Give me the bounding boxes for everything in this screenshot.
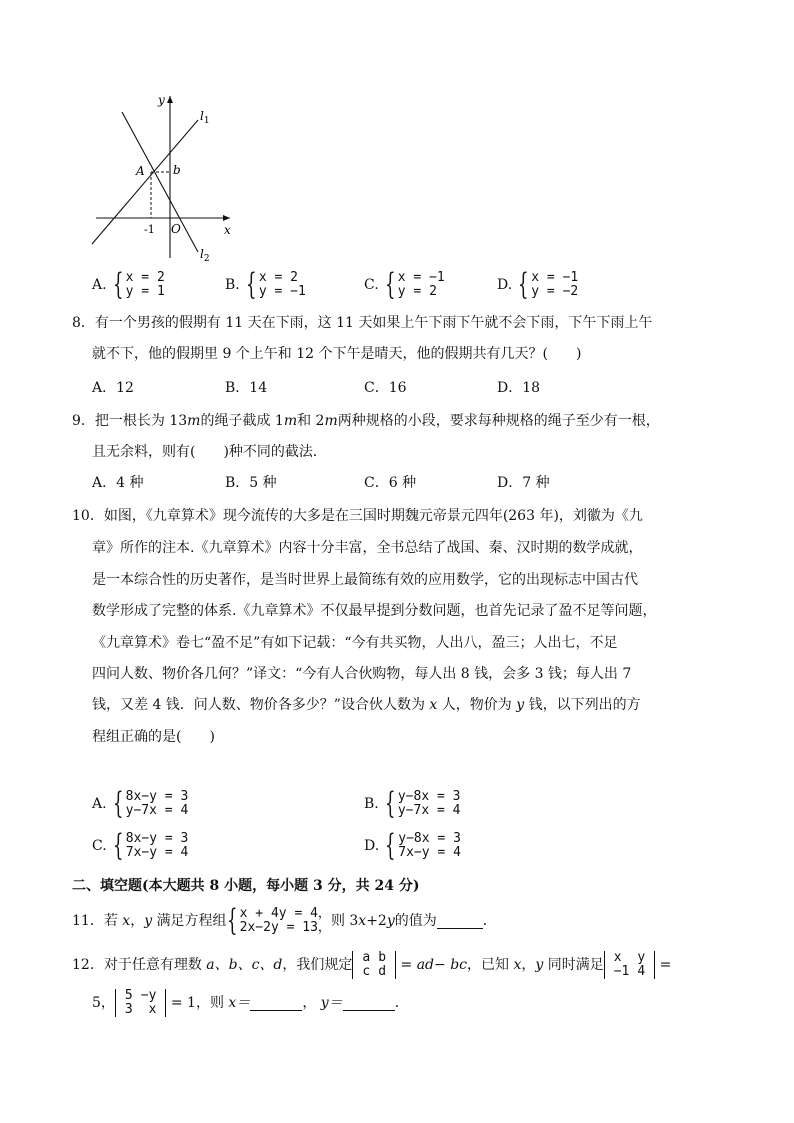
section-2-title: 二、填空题(本大题共 8 小题，每小题 3 分，共 24 分): [72, 878, 420, 894]
q12-prefix: 12．对于任意有理数: [72, 957, 202, 973]
brace-icon: {: [112, 786, 124, 821]
eq-row-1: x = −1: [531, 270, 579, 285]
q10-line-6: 四问人数、物价各几何？”译文：“今有人合伙购物，每人出 8 钱，会多 3 钱；每人出 7: [92, 666, 632, 682]
q12-line-2: [92, 989, 409, 1017]
brace-icon: {: [384, 786, 396, 821]
q9-line-2: 且无余料，则有( )种不同的截法．: [92, 444, 327, 460]
q11-then: 则 3: [330, 913, 359, 929]
q8-option-b: B．14: [225, 380, 268, 396]
l1-subscript: 1: [203, 116, 210, 126]
q11-prefix: 11．若: [72, 913, 118, 929]
equation-rows: [126, 271, 165, 299]
eq-row-1: x = 2: [125, 270, 165, 285]
eq-row-2: y−7x = 4: [125, 803, 189, 818]
equation-rows: [398, 271, 445, 299]
eq-row-2: y−7x = 4: [397, 803, 461, 818]
eq-row-1: y−8x = 3: [397, 789, 461, 804]
x-axis-arrow: [223, 215, 230, 221]
origin-label: O: [171, 222, 181, 236]
q11-var-x: x: [122, 913, 131, 929]
brace-icon: {: [518, 267, 529, 302]
option-letter: B.: [225, 277, 240, 293]
eq-row-1: 8x−y = 3: [125, 789, 189, 804]
q10-var-x: x: [429, 697, 438, 713]
q10-text-b: 人，物价为: [441, 697, 512, 713]
equation-rows: [259, 271, 306, 299]
determinant-2: [115, 989, 166, 1017]
q12-mid: ，我们规定: [282, 957, 353, 973]
option-letter: A.: [92, 796, 107, 812]
det-cell: 5: [124, 988, 133, 1003]
determinant-abcd: [352, 951, 396, 979]
equation-rows: [126, 832, 189, 860]
q9-unit-m: m: [187, 413, 201, 429]
eq-row-2: 7x−y = 4: [125, 845, 189, 860]
eq-row-1: x = −1: [397, 270, 445, 285]
q7-option-d: [497, 267, 579, 302]
q10-line-2: 章》所作的注本.《九章算术》内容十分丰富，全书总结了战国、秦、汉时期的数学成就，: [92, 540, 643, 556]
q12-end: ．: [394, 995, 409, 1011]
q10-option-c: [92, 828, 189, 863]
q11-var-y: y: [144, 913, 153, 929]
q7-option-b: [225, 267, 306, 302]
q11-plus2: +2: [366, 913, 387, 929]
brace-icon: {: [112, 828, 124, 863]
determinant-1: [604, 951, 655, 979]
q12-comma: ，: [521, 957, 536, 973]
q11: [72, 903, 497, 938]
l2-subscript: 2: [203, 254, 210, 264]
brace-icon: {: [384, 267, 396, 302]
det-cell: c: [362, 964, 371, 979]
option-letter: C.: [364, 277, 379, 293]
point-a-label: A: [136, 164, 145, 178]
q10-option-d: [364, 828, 461, 863]
brace-icon: {: [226, 903, 238, 938]
q12-var-y: y: [535, 957, 544, 973]
q11-mid: 满足方程组: [156, 913, 227, 929]
brace-icon: {: [385, 828, 396, 863]
eq-row-2: y = −2: [531, 284, 579, 299]
q8-line-1: 8．有一个男孩的假期有 11 天在下雨，这 11 天如果上午下雨下午就不会下雨，下午下雨上午: [72, 315, 653, 331]
equation-rows: [126, 790, 189, 818]
neg-one-label: -1: [144, 223, 155, 236]
l1-label: [200, 109, 210, 126]
q12-line2-start: 5，: [92, 995, 115, 1011]
q10-option-a: [92, 786, 189, 821]
eq-row-2: 2x−2y = 13，: [239, 920, 331, 935]
coordinate-graph: [80, 88, 240, 268]
det-cell: a: [362, 950, 371, 965]
q10-line-4: 数学形成了完整的体系.《九章算术》不仅最早提到分数问题，也首先记录了盈不足等问题，: [92, 603, 657, 619]
q8-option-a: A．12: [92, 380, 134, 396]
q9-unit-m: m: [324, 413, 338, 429]
option-letter: A.: [92, 277, 107, 293]
q12-x-answer-blank[interactable]: [250, 996, 302, 1011]
det-cell: b: [378, 950, 387, 965]
q10-option-b: [364, 786, 461, 821]
y-axis-label: y: [158, 93, 165, 107]
equation-rows: [240, 907, 331, 935]
q11-expr-y: y: [386, 913, 395, 929]
l2-label: [200, 247, 210, 264]
option-letter: C.: [92, 838, 107, 854]
q7-option-a: [92, 267, 165, 302]
equation-rows: [398, 790, 461, 818]
q11-end: ．: [482, 913, 497, 929]
eq-row-2: y = 1: [125, 284, 165, 299]
option-letter: D.: [364, 838, 380, 854]
l2-letter: l: [200, 247, 204, 261]
det-cell: 3: [124, 1002, 133, 1017]
eq-row-2: y = −1: [258, 284, 306, 299]
q8-option-d: D．18: [497, 380, 541, 396]
q9-option-d: D．7 种: [497, 475, 550, 491]
det-cell: −y: [140, 988, 157, 1003]
q9-text-b: 的绳子截成 1: [200, 413, 284, 429]
q12-same: 同时满足: [547, 957, 604, 973]
q10-line-5: 《九章算术》卷七“盈不足”有如下记载：“今有共买物，人出八，盈三；人出七，不足: [92, 635, 618, 651]
equation-rows: [531, 271, 578, 299]
q12-sep: ，: [302, 995, 317, 1011]
det-cell: y: [637, 950, 646, 965]
q12-eq3: = 1，则: [170, 995, 224, 1011]
q9-option-b: B．5 种: [225, 475, 277, 491]
q12-var-x: x: [513, 957, 522, 973]
q11-suffix: 的值为: [394, 913, 437, 929]
det-cell: d: [378, 964, 387, 979]
q8-option-c: C．16: [364, 380, 407, 396]
option-letter: B.: [364, 796, 379, 812]
q12-y-eq: y＝: [320, 995, 343, 1011]
q10-text-a: 钱，又差 4 钱．问人数、物价各多少？”设合伙人数为: [92, 697, 425, 713]
q11-comma: ，: [130, 913, 145, 929]
det-cell: x: [148, 1002, 157, 1017]
l1-letter: l: [200, 109, 204, 123]
q12-line-1: [72, 951, 671, 979]
q12-known: ，已知: [467, 957, 509, 973]
q12-eq: =: [400, 957, 413, 973]
q9-option-c: C．6 种: [364, 475, 417, 491]
q8-line-2: 就不下，他的假期里 9 个上午和 12 个下午是晴天，他的假期共有几天？( ): [92, 346, 582, 362]
q10-var-y: y: [516, 697, 525, 713]
eq-row-1: x = 2: [258, 270, 298, 285]
q12-y-answer-blank[interactable]: [343, 996, 395, 1011]
det-cell: −1: [613, 964, 630, 979]
q11-expr-x: x: [358, 913, 367, 929]
q10-line-7: [92, 695, 641, 715]
equation-rows: [398, 832, 461, 860]
eq-row-1: y−8x = 3: [398, 831, 461, 846]
q9-text-d: 两种规格的小段，要求每种规格的绳子至少有一根，: [337, 413, 660, 429]
q9-unit-m: m: [283, 413, 298, 429]
eq-row-2: 7x−y = 4: [398, 845, 461, 860]
q10-text-c: 钱，以下列出的方: [528, 697, 641, 713]
q10-line-8: 程组正确的是( ): [92, 729, 215, 745]
q9-option-a: A．4 种: [92, 475, 144, 491]
q7-option-c: [364, 267, 445, 302]
q12-vars: a、b、c、d: [206, 957, 283, 973]
brace-icon: {: [245, 267, 257, 302]
q12-eq2: =: [659, 957, 672, 973]
option-letter: D.: [497, 277, 513, 293]
q9-text-c: 和 2: [297, 413, 325, 429]
brace-icon: {: [112, 267, 124, 302]
eq-row-1: x + 4y = 4，: [239, 906, 331, 921]
q12-x-eq: x＝: [228, 995, 251, 1011]
q9-line-1: [72, 411, 660, 431]
q10-line-1: 10．如图，《九章算术》现今流传的大多是在三国时期魏元帝景元四年(263 年)，刘徽为《九: [72, 508, 643, 524]
b-label: b: [173, 163, 181, 177]
det-cell: x: [613, 950, 622, 965]
x-axis-label: x: [224, 223, 231, 237]
q9-text-a: 9．把一根长为 13: [72, 413, 188, 429]
q11-answer-blank[interactable]: [437, 914, 483, 929]
eq-row-2: y = 2: [397, 284, 437, 299]
eq-row-1: 8x−y = 3: [125, 831, 189, 846]
det-cell: 4: [637, 964, 646, 979]
q12-rule: ad− bc: [416, 957, 467, 973]
y-axis-arrow: [167, 96, 173, 103]
q10-line-3: 是一本综合性的历史著作，是当时世界上最简练有效的应用数学，它的出现标志中国古代: [92, 572, 638, 588]
